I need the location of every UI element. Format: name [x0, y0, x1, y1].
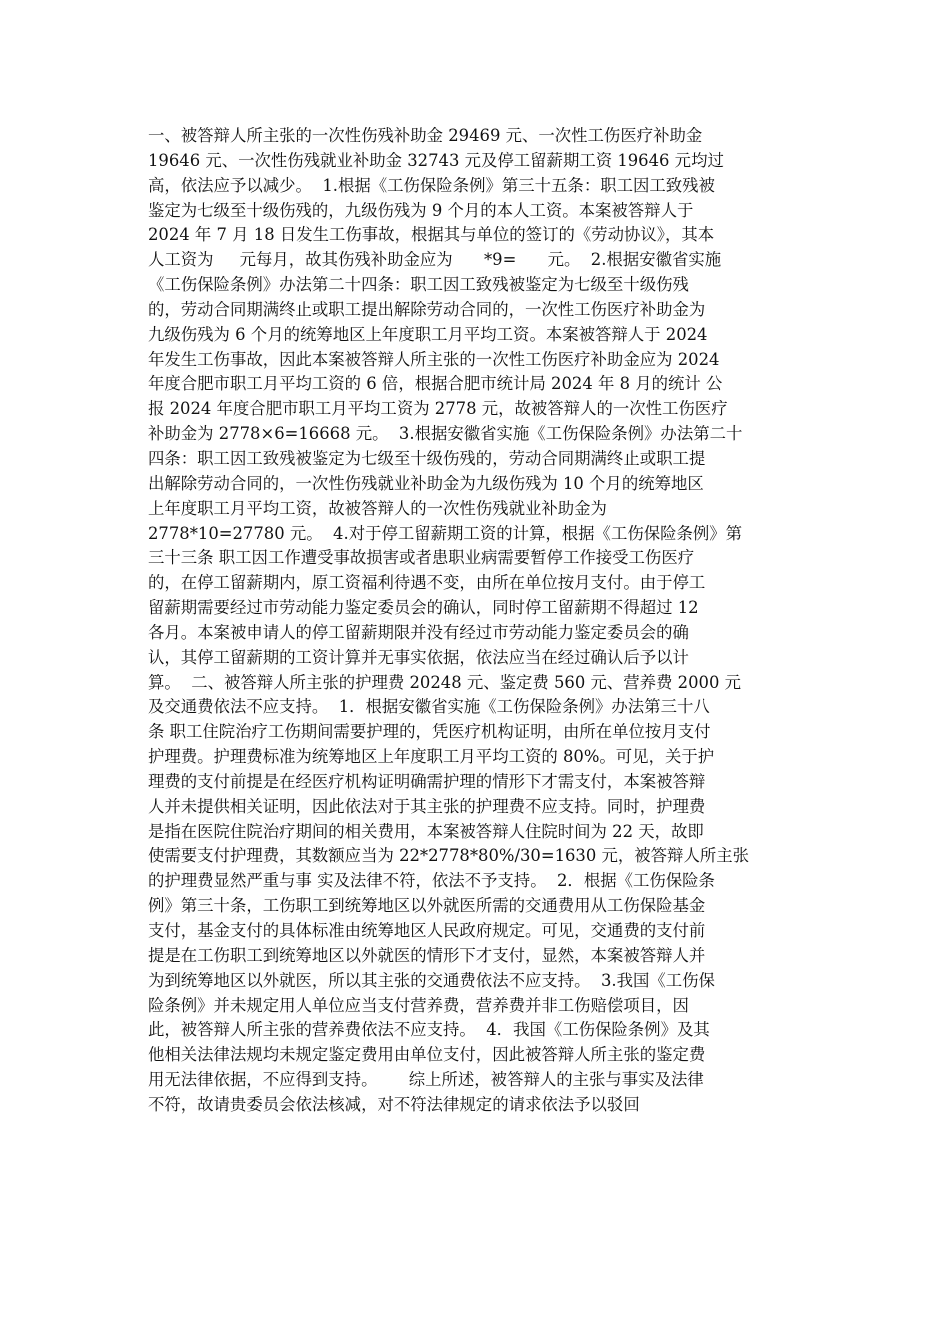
text-line: 上年度职工月平均工资，故被答辩人的一次性伤残就业补助金为 — [148, 498, 607, 518]
text-line: 报 2024 年度合肥市职工月平均工资为 2778 元，故被答辩人的一次性工伤医疗 — [148, 399, 728, 419]
text-line: 险条例》并未规定用人单位应当支付营养费，营养费并非工伤赔偿项目，因 — [148, 995, 689, 1015]
text-line: 支付，基金支付的具体标准由统筹地区人民政府规定。可见，交通费的支付前 — [148, 921, 706, 940]
text-line: 算。 二、被答辩人所主张的护理费 20248 元、鉴定费 560 元、营养费 2000 元 — [148, 672, 741, 692]
text-line: 的，劳动合同期满终止或职工提出解除劳动合同的，一次性工伤医疗补助金为 — [148, 299, 706, 319]
text-line: 补助金为 2778×6=16668 元。 3.根据安徽省实施《工伤保险条例》办法第二十 — [148, 424, 743, 444]
text-line: 各月。本案被申请人的停工留薪期限并没有经过市劳动能力鉴定委员会的确 — [148, 622, 689, 642]
text-line: 条 职工住院治疗工伤期间需要护理的，凭医疗机构证明，由所在单位按月支付 — [148, 722, 711, 742]
text-line: 及交通费依法不应支持。 1．根据安徽省实施《工伤保险条例》办法第三十八 — [148, 697, 710, 717]
text-line: 认，其停工留薪期的工资计算并无事实依据，依法应当在经过确认后予以计 — [148, 647, 689, 667]
text-line: 出解除劳动合同的，一次性伤残就业补助金为九级伤残为 10 个月的统筹地区 — [148, 473, 704, 493]
text-line: 不符，故请贵委员会依法核减，对不符法律规定的请求依法予以驳回 — [148, 1094, 640, 1114]
text-line: 人工资为 元每月，故其伤残补助金应为 *9= 元。 2.根据安徽省实施 — [148, 250, 722, 270]
text-line: 高，依法应予以减少。 1.根据《工伤保险条例》第三十五条：职工因工致残被 — [148, 175, 715, 195]
text-line: 此，被答辩人所主张的营养费依法不应支持。 4．我国《工伤保险条例》及其 — [148, 1020, 710, 1040]
text-line: 提是在工伤职工到统筹地区以外就医的情形下才支付，显然，本案被答辩人并 — [148, 945, 706, 965]
text-line: 《工伤保险条例》办法第二十四条：职工因工致残被鉴定为七级至十级伤残 — [148, 275, 689, 295]
text-line: 的护理费显然严重与事 实及法律不符，依法不予支持。 2．根据《工伤保险条 — [148, 871, 715, 891]
text-line: 年度合肥市职工月平均工资的 6 倍，根据合肥市统计局 2024 年 8 月的统计 公 — [148, 374, 723, 394]
text-line: 年发生工伤事故，因此本案被答辩人所主张的一次性工伤医疗补助金应为 2024 — [148, 349, 720, 369]
text-line: 理费的支付前提是在经医疗机构证明确需护理的情形下才需支付，本案被答辩 — [148, 771, 706, 791]
text-line: 为到统筹地区以外就医，所以其主张的交通费依法不应支持。 3.我国《工伤保 — [148, 970, 715, 990]
text-line: 九级伤残为 6 个月的统筹地区上年度职工月平均工资。本案被答辩人于 2024 — [148, 324, 708, 344]
text-line: 是指在医院住院治疗期间的相关费用，本案被答辩人住院时间为 22 天，故即 — [148, 821, 704, 841]
text-line: 例》第三十条，工伤职工到统筹地区以外就医所需的交通费用从工伤保险基金 — [148, 896, 706, 916]
text-line: 鉴定为七级至十级伤残的，九级伤残为 9 个月的本人工资。本案被答辩人于 — [148, 200, 694, 220]
text-line: 一、被答辩人所主张的一次性伤残补助金 29469 元、一次性工伤医疗补助金 — [148, 126, 703, 145]
text-line: 人并未提供相关证明，因此依法对于其主张的护理费不应支持。同时，护理费 — [148, 796, 706, 816]
text-line: 留薪期需要经过市劳动能力鉴定委员会的确认，同时停工留薪期不得超过 12 — [148, 598, 699, 618]
text-line: 三十三条 职工因工作遭受事故损害或者患职业病需要暂停工作接受工伤医疗 — [148, 548, 695, 568]
text-line: 2778*10=27780 元。 4.对于停工留薪期工资的计算，根据《工伤保险条例》第 — [148, 523, 743, 543]
body-text — [148, 124, 802, 1118]
text-line: 用无法律依据，不应得到支持。 综上所述，被答辩人的主张与事实及法律 — [148, 1070, 704, 1090]
text-line: 护理费。护理费标准为统筹地区上年度职工月平均工资的 80%。可见，关于护 — [148, 747, 715, 767]
text-line: 的，在停工留薪期内，原工资福利待遇不变，由所在单位按月支付。由于停工 — [148, 573, 706, 593]
text-line: 19646 元、一次性伤残就业补助金 32743 元及停工留薪期工资 19646 元均过 — [148, 150, 724, 170]
text-line: 使需要支付护理费，其数额应当为 22*2778*80%/30=1630 元，被答辩人所主张 — [148, 846, 750, 866]
text-line: 他相关法律法规均未规定鉴定费用由单位支付，因此被答辩人所主张的鉴定费 — [148, 1045, 706, 1065]
text-line: 四条：职工因工致残被鉴定为七级至十级伤残的，劳动合同期满终止或职工提 — [148, 448, 706, 468]
text-line: 2024 年 7 月 18 日发生工伤事故，根据其与单位的签订的《劳动协议》，其本 — [148, 225, 715, 245]
